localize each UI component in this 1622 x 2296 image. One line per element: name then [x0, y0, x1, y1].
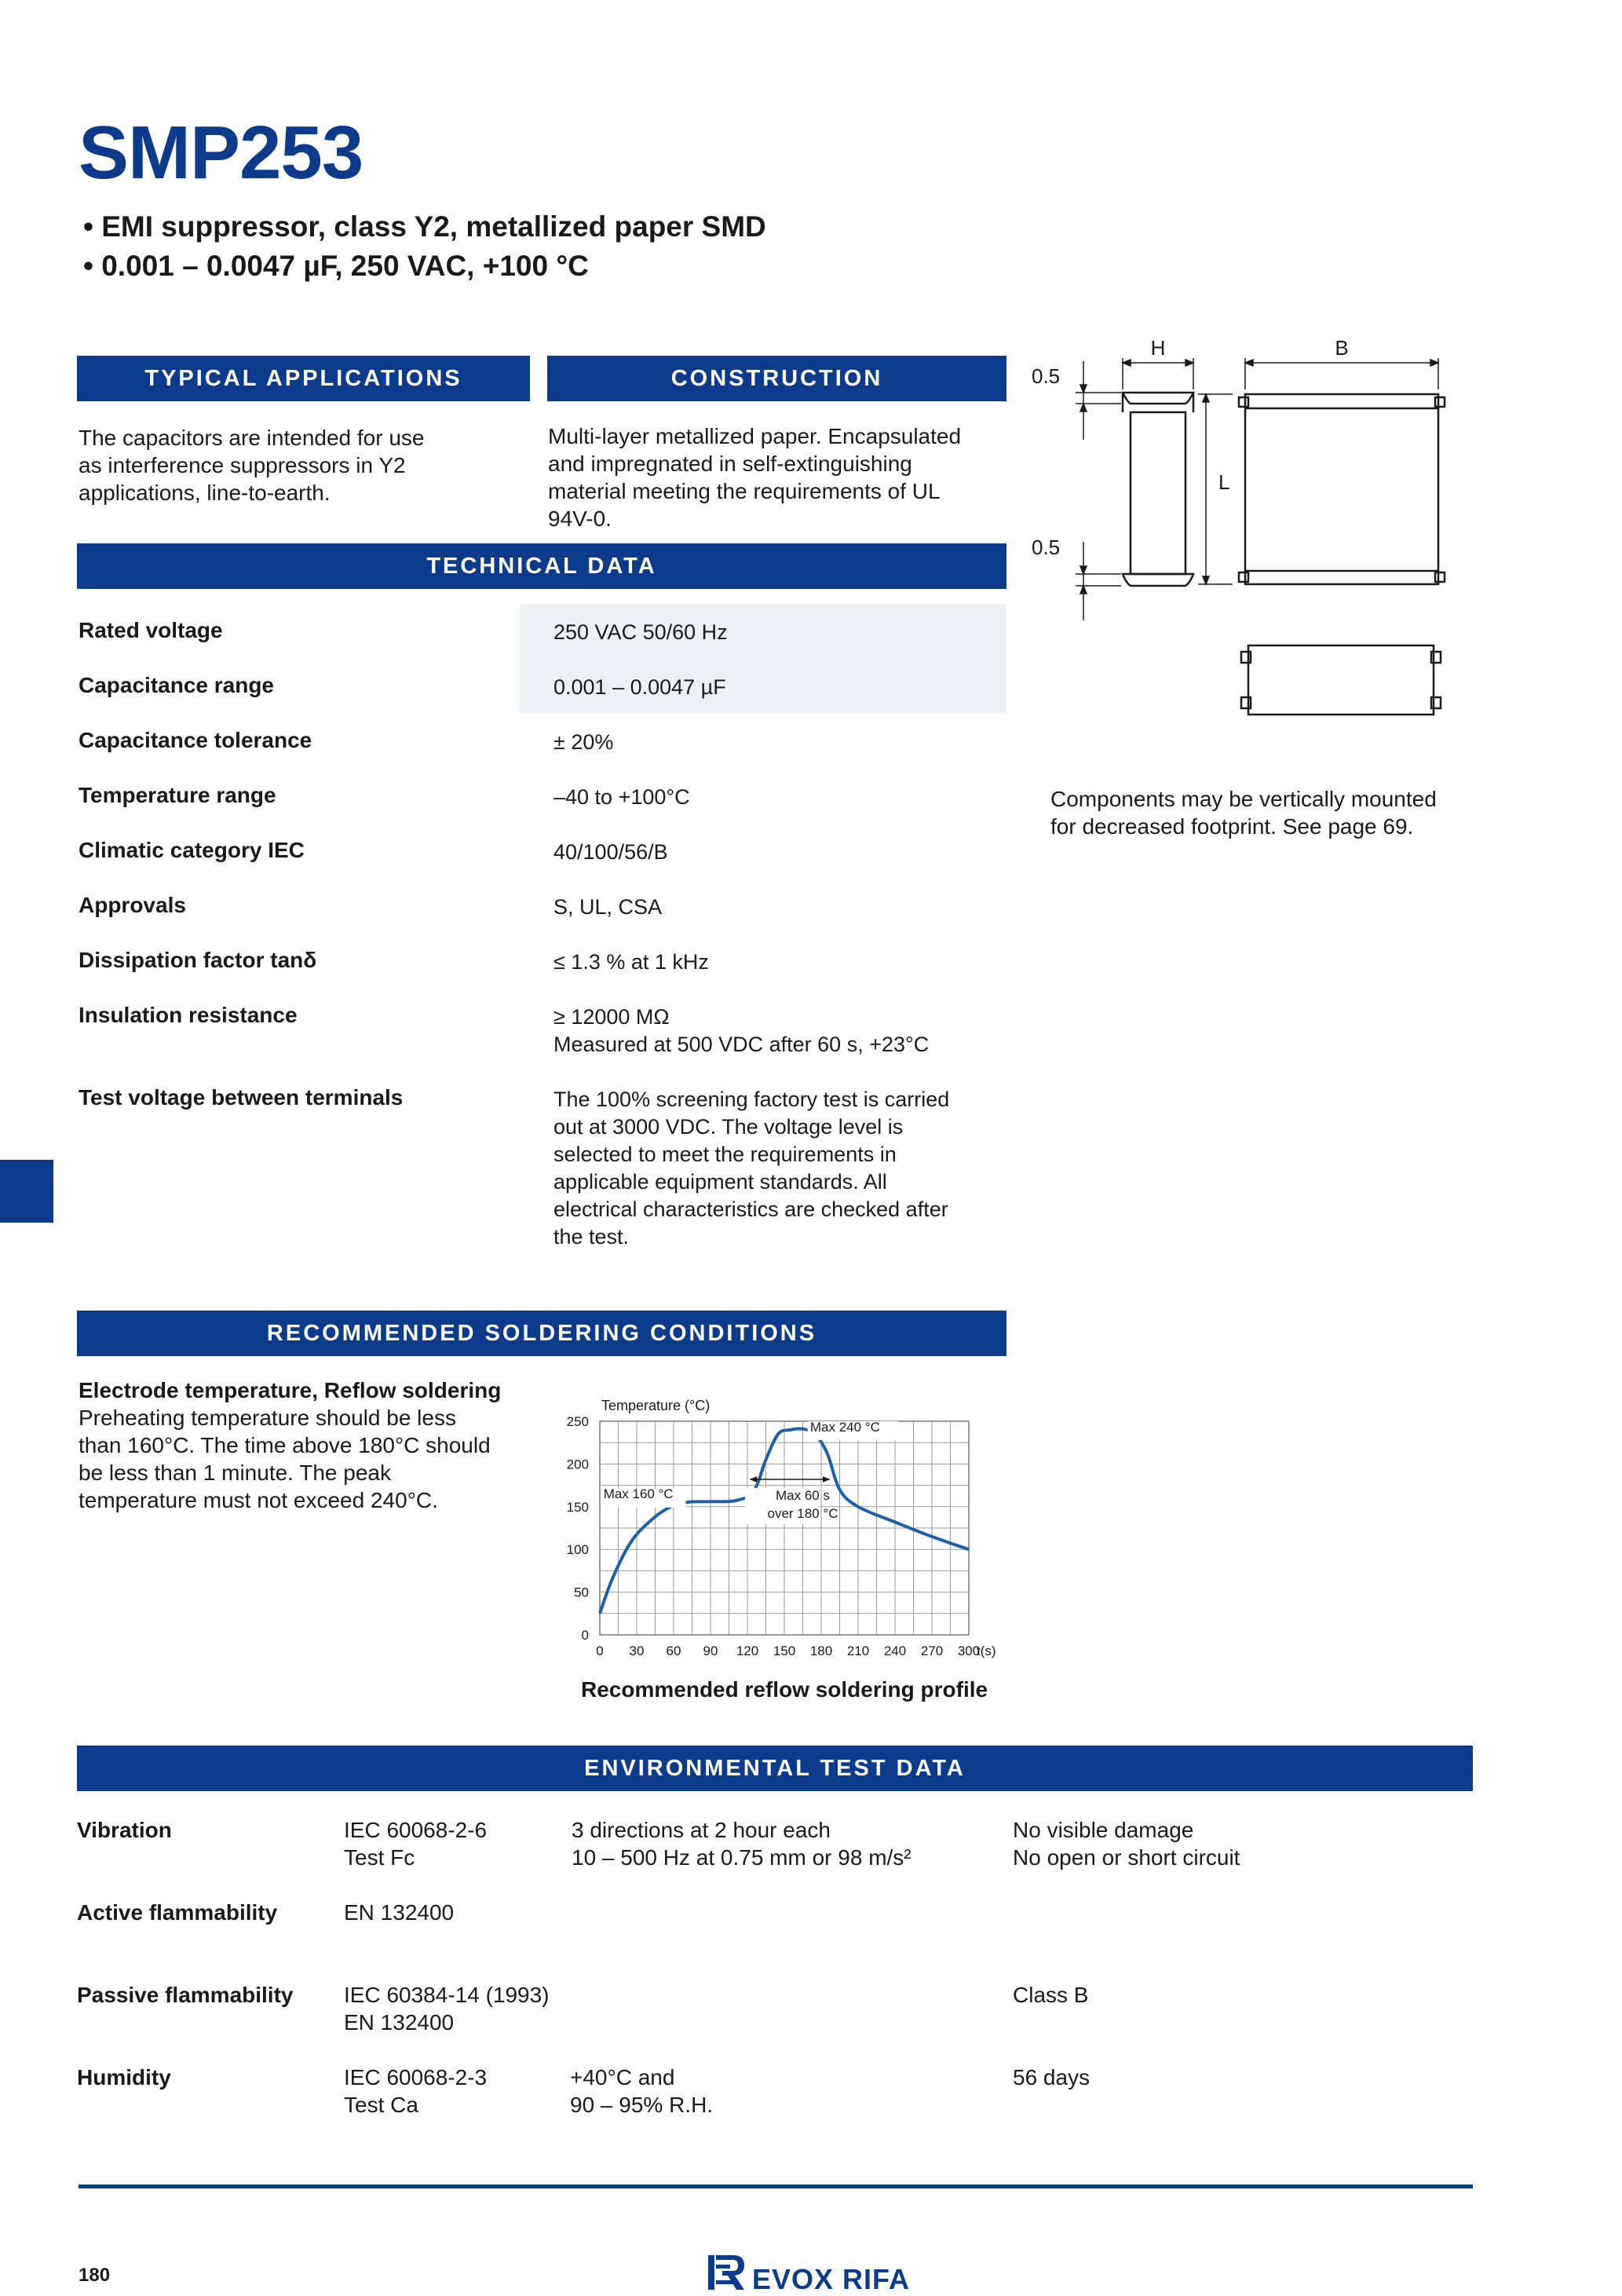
text-line: as interference suppressors in Y2	[79, 453, 406, 477]
typical-applications-text	[79, 424, 424, 506]
value-line: electrical characteristics are checked after	[553, 1197, 948, 1221]
technical-data-header: TECHNICAL DATA	[77, 543, 1006, 589]
text-line: be less than 1 minute. The peak	[79, 1461, 391, 1485]
soldering-subheading: Electrode temperature, Reflow soldering	[79, 1378, 502, 1402]
x-tick-label: 240	[883, 1643, 907, 1658]
tech-label-test-voltage: Test voltage between terminals	[79, 1085, 404, 1110]
reflow-profile-chart	[550, 1388, 1036, 1671]
text-line: IEC 60068-2-6	[344, 1818, 488, 1842]
text-line: and impregnated in self-extinguishing	[548, 452, 912, 476]
text-line: 10 – 500 Hz at 0.75 mm or 98 m/s²	[572, 1845, 911, 1870]
page-title: SMP253	[79, 111, 363, 195]
text-line: No visible damage	[1013, 1818, 1194, 1842]
env-standard-humidity	[344, 2064, 487, 2119]
tech-label-climatic-category: Climatic category IEC	[79, 838, 305, 862]
x-tick-label: 120	[736, 1643, 759, 1658]
text-line: Test Fc	[344, 1845, 415, 1870]
env-name-active-flammability: Active flammability	[77, 1900, 278, 1925]
env-standard-vibration	[344, 1816, 487, 1871]
x-tick-label: 210	[846, 1643, 870, 1658]
x-axis-label: t(s)	[977, 1643, 996, 1658]
tech-label-temperature-range: Temperature range	[79, 783, 276, 807]
dimension-label-bottom-0-5: 0.5	[1032, 536, 1061, 559]
value-line: The 100% screening factory test is carried	[553, 1088, 950, 1111]
env-standard-passive-flammability	[344, 1981, 550, 2036]
text-line: Test Ca	[344, 2093, 418, 2117]
tech-label-capacitance-tolerance: Capacitance tolerance	[79, 728, 312, 752]
text-line: Components may be vertically mounted	[1050, 787, 1437, 811]
x-tick-label: 180	[809, 1643, 833, 1658]
text-line: Preheating temperature should be less	[79, 1406, 456, 1430]
side-view-body	[1131, 412, 1185, 574]
construction-text	[548, 422, 961, 532]
soldering-conditions-header: RECOMMENDED SOLDERING CONDITIONS	[77, 1311, 1006, 1356]
text-line: 3 directions at 2 hour each	[572, 1818, 831, 1842]
env-condition-humidity	[570, 2064, 713, 2119]
side-view-top-terminal	[1123, 393, 1193, 404]
top-view-body	[1245, 394, 1438, 584]
dimension-label-top-0-5: 0.5	[1032, 364, 1061, 388]
env-name-vibration: Vibration	[77, 1818, 172, 1842]
tech-value-approvals: S, UL, CSA	[553, 895, 663, 919]
text-line: than 160°C. The time above 180°C should	[79, 1433, 491, 1457]
text-line: 90 – 95% R.H.	[570, 2093, 714, 2117]
text-line: +40°C and	[570, 2065, 675, 2089]
tech-value-insulation-resistance	[553, 1004, 929, 1058]
text-line: temperature must not exceed 240°C.	[79, 1488, 438, 1512]
mounting-note	[1050, 785, 1437, 840]
value-line: ≥ 12000 MΩ	[553, 1005, 670, 1029]
y-tick-label: 150	[566, 1499, 589, 1515]
annotation-max-60s: Max 60 s	[776, 1488, 830, 1504]
construction-header: CONSTRUCTION	[547, 356, 1006, 401]
value-line: out at 3000 VDC. The voltage level is	[553, 1115, 904, 1139]
x-tick-label: 150	[773, 1643, 796, 1658]
text-line: The capacitors are intended for use	[79, 426, 425, 450]
tech-label-rated-voltage: Rated voltage	[79, 618, 223, 642]
tech-value-test-voltage	[553, 1086, 949, 1251]
y-tick-label: 50	[574, 1585, 589, 1600]
env-standard-active-flammability: EN 132400	[344, 1900, 455, 1925]
subtitle-line-2: • 0.001 – 0.0047 µF, 250 VAC, +100 °C	[83, 250, 589, 282]
value-line: applicable equipment standards. All	[553, 1170, 887, 1194]
y-tick-label: 0	[581, 1628, 589, 1643]
tech-value-capacitance-range: 0.001 – 0.0047 µF	[553, 675, 726, 699]
component-dimension-drawing	[1021, 330, 1492, 738]
text-line: 94V-0.	[548, 506, 612, 531]
x-tick-label: 30	[629, 1643, 645, 1658]
tech-value-climatic-category: 40/100/56/B	[553, 840, 668, 864]
x-tick-label: 90	[703, 1643, 718, 1658]
text-line: material meeting the requirements of UL	[548, 479, 941, 503]
section-tab-marker	[0, 1160, 53, 1223]
y-tick-label: 250	[566, 1414, 589, 1429]
brand-name: EVOX RIFA	[752, 2263, 911, 2295]
annotation-max-160: Max 160 °C	[603, 1486, 674, 1501]
tech-value-dissipation-factor: ≤ 1.3 % at 1 kHz	[553, 950, 709, 974]
evox-rifa-logo-icon	[707, 2252, 747, 2293]
annotation-max-240: Max 240 °C	[809, 1420, 880, 1435]
environmental-test-header: ENVIRONMENTAL TEST DATA	[77, 1746, 1473, 1791]
x-tick-label: 300	[957, 1643, 981, 1658]
subtitle-line-1: • EMI suppressor, class Y2, metallized paper SMD	[83, 210, 766, 243]
x-tick-label: 0	[596, 1643, 604, 1658]
chart-caption: Recommended reflow soldering profile	[581, 1677, 988, 1702]
text-line: No open or short circuit	[1013, 1845, 1240, 1870]
value-line: Measured at 500 VDC after 60 s, +23°C	[553, 1033, 930, 1056]
side-view-bottom-terminal	[1123, 574, 1193, 586]
dimension-label-b: B	[1335, 336, 1349, 360]
tech-label-capacitance-range: Capacitance range	[79, 673, 274, 697]
env-result-vibration	[1013, 1816, 1240, 1871]
env-name-passive-flammability: Passive flammability	[77, 1983, 294, 2007]
tech-value-temperature-range: –40 to +100°C	[553, 785, 690, 809]
text-line: IEC 60384-14 (1993)	[344, 1983, 550, 2007]
tech-value-capacitance-tolerance: ± 20%	[553, 730, 614, 754]
text-line: EN 132400	[344, 2010, 455, 2035]
env-result-humidity: 56 days	[1013, 2065, 1090, 2089]
text-line: IEC 60068-2-3	[344, 2065, 488, 2089]
tech-label-insulation-resistance: Insulation resistance	[79, 1003, 298, 1027]
tech-label-dissipation-factor: Dissipation factor tanδ	[79, 948, 317, 972]
text-line: Multi-layer metallized paper. Encapsulated	[548, 424, 962, 448]
text-line: applications, line-to-earth.	[79, 481, 331, 505]
dimension-label-l: L	[1218, 470, 1230, 494]
tech-label-approvals: Approvals	[79, 893, 186, 917]
x-tick-label: 60	[666, 1643, 681, 1658]
annotation-over-180: over 180 °C	[767, 1505, 838, 1521]
text-line: for decreased footprint. See page 69.	[1050, 814, 1414, 839]
soldering-text	[79, 1377, 501, 1514]
env-name-humidity: Humidity	[77, 2065, 171, 2089]
footer-rule	[79, 2184, 1473, 2188]
bottom-view-body	[1248, 645, 1434, 715]
dimension-label-h: H	[1150, 336, 1166, 360]
y-axis-label: Temperature (°C)	[601, 1398, 711, 1413]
value-line: selected to meet the requirements in	[553, 1143, 897, 1166]
y-tick-label: 200	[566, 1457, 589, 1472]
tech-value-rated-voltage: 250 VAC 50/60 Hz	[553, 620, 728, 644]
y-tick-label: 100	[566, 1542, 589, 1558]
env-condition-vibration	[572, 1816, 911, 1871]
env-result-passive-flammability: Class B	[1013, 1983, 1089, 2007]
page-number: 180	[79, 2265, 111, 2286]
typical-applications-header: TYPICAL APPLICATIONS	[77, 356, 530, 401]
x-tick-label: 270	[920, 1643, 944, 1658]
value-line: the test.	[553, 1225, 630, 1249]
